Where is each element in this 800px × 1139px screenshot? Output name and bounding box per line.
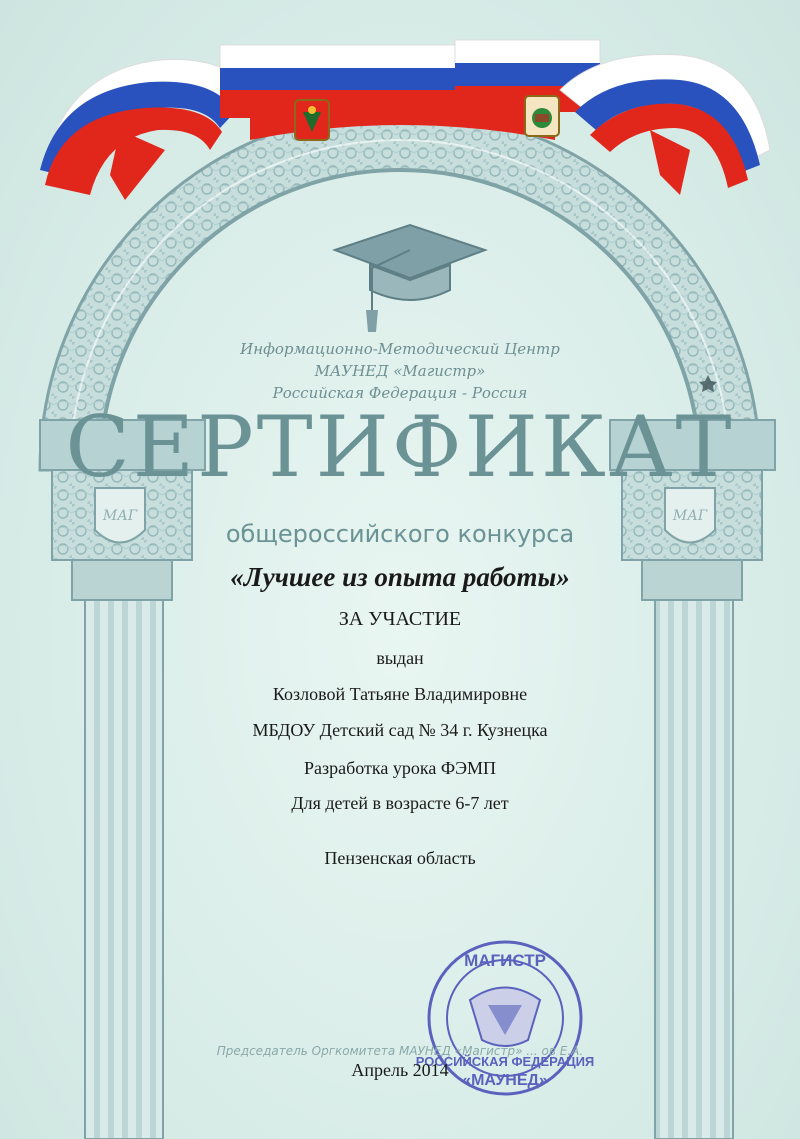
organization-line-3: Российская Федерация - Россия <box>272 384 528 402</box>
certificate-title: СЕРТИФИКАТ <box>65 398 735 496</box>
issue-date: Апрель 2014 <box>351 1060 449 1080</box>
left-column-emblem: МАГ <box>102 508 138 524</box>
certificate-subtitle: общероссийского конкурса <box>225 520 575 548</box>
graduation-cap-icon <box>335 225 485 332</box>
recipient-name: Козловой Татьяне Владимировне <box>272 684 528 704</box>
organization-line-1: Информационно-Методический Центр <box>240 340 560 358</box>
flag-ribbon <box>40 40 770 200</box>
age-group: Для детей в возрасте 6-7 лет <box>291 793 509 813</box>
region: Пензенская область <box>324 848 476 868</box>
organization-line-2: МАУНЕД «Магистр» <box>314 362 486 380</box>
right-column-emblem: МАГ <box>672 508 708 524</box>
institution-name: МБДОУ Детский сад № 34 г. Кузнецка <box>252 720 548 740</box>
stamp-top-text: МАГИСТР <box>464 951 546 970</box>
work-title: Разработка урока ФЭМП <box>304 758 496 778</box>
issued-label: выдан <box>376 648 424 668</box>
stamp-bottom-text: «МАУНЕД» <box>462 1072 548 1089</box>
contest-name: «Лучшее из опыта работы» <box>230 562 570 592</box>
participation-label: ЗА УЧАСТИЕ <box>338 608 462 630</box>
stamp-ring-text: РОССИЙСКАЯ ФЕДЕРАЦИЯ <box>415 1054 595 1069</box>
signature-line: Председатель Оргкомитета МАУНЕД «Магистр» ... ов Е.А. <box>216 1044 584 1058</box>
